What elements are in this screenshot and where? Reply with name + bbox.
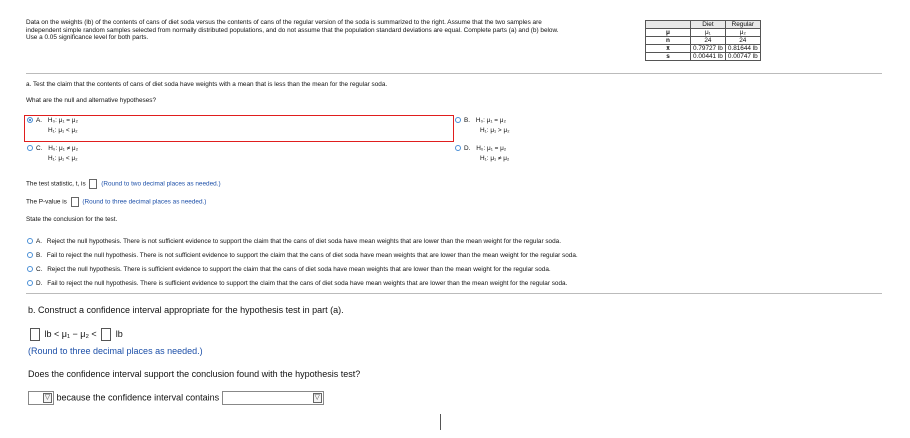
cell-diet-n: 24 bbox=[691, 37, 726, 45]
table-header-blank bbox=[646, 21, 691, 29]
hypothesis-option-a[interactable] bbox=[27, 116, 78, 125]
section-divider bbox=[26, 73, 882, 74]
test-statistic-line bbox=[26, 179, 221, 189]
option-h1: H₁: μ₁ < μ₂ bbox=[48, 155, 78, 162]
option-h1: H₁: μ₁ < μ₂ bbox=[48, 127, 78, 134]
pvalue-label: The P-value is bbox=[26, 198, 67, 206]
option-letter: A. bbox=[36, 117, 43, 124]
chevron-down-icon: ▽ bbox=[314, 394, 320, 401]
option-h1: H₁: μ₁ > μ₂ bbox=[480, 127, 510, 134]
table-row bbox=[646, 53, 761, 61]
problem-intro bbox=[26, 19, 636, 42]
interval-contains-dropdown[interactable] bbox=[222, 391, 324, 405]
option-letter: D. bbox=[464, 145, 471, 152]
option-h0: H₀: μ₁ ≠ μ₂ bbox=[48, 145, 79, 152]
intro-line-2: independent simple random samples selected from normally distributed populations, and do not assume that the population standard deviations are equal. Complete parts (a) and (b) below. bbox=[26, 26, 559, 34]
cell-regular-s: 0.00747 lb bbox=[725, 53, 760, 61]
selected-option-highlight bbox=[24, 115, 454, 142]
conclusion-option-a[interactable] bbox=[27, 237, 561, 246]
hypothesis-option-c[interactable] bbox=[27, 144, 78, 153]
row-label-xbar: x̄ bbox=[646, 45, 691, 53]
radio-conclusion-c[interactable] bbox=[27, 266, 33, 272]
support-answer-line bbox=[28, 391, 324, 405]
radio-a[interactable] bbox=[27, 117, 33, 123]
chevron-down-icon: ▽ bbox=[44, 394, 51, 401]
option-letter: D. bbox=[36, 280, 43, 287]
support-yes-no-dropdown[interactable] bbox=[28, 391, 54, 405]
cell-diet-xbar: 0.79727 lb bbox=[691, 45, 726, 53]
section-divider bbox=[26, 293, 882, 294]
option-letter: A. bbox=[36, 238, 43, 245]
table-row bbox=[646, 45, 761, 53]
table-header-row bbox=[646, 21, 761, 29]
radio-c[interactable] bbox=[27, 145, 33, 151]
conclusion-text: Reject the null hypothesis. There is not sufficient evidence to support the claim that the cans of diet soda have mean weights that are lower than the mean weight for the regular soda. bbox=[46, 238, 561, 245]
intro-line-3: Use a 0.05 significance level for both parts. bbox=[26, 34, 149, 42]
intro-line-1: Data on the weights (lb) of the contents of cans of diet soda versus the contents of cans of the regular version of the soda is summarized to the right. Assume that the two samples are bbox=[26, 19, 542, 26]
option-letter: C. bbox=[36, 145, 43, 152]
support-question: Does the confidence interval support the conclusion found with the hypothesis test? bbox=[28, 369, 361, 379]
summary-table bbox=[645, 20, 761, 61]
cell-diet-mu: μ₁ bbox=[691, 29, 726, 37]
test-statistic-label: The test statistic, t, is bbox=[26, 180, 86, 188]
option-h0: H₀: μ₁ = μ₂ bbox=[47, 117, 78, 124]
support-middle-text: because the confidence interval contains bbox=[56, 392, 220, 403]
hypotheses-question: What are the null and alternative hypotheses? bbox=[26, 97, 157, 104]
hypothesis-option-b[interactable] bbox=[455, 116, 506, 125]
cell-regular-xbar: 0.81644 lb bbox=[725, 45, 760, 53]
option-h0: H₀: μ₁ = μ₂ bbox=[476, 145, 507, 152]
radio-b[interactable] bbox=[455, 117, 461, 123]
option-letter: B. bbox=[36, 252, 43, 259]
row-label-n: n bbox=[646, 37, 691, 45]
conclusion-text: Fail to reject the null hypothesis. There is sufficient evidence to support the claim that the cans of diet soda have mean weights that are lower than the mean weight for the regular soda. bbox=[47, 280, 568, 287]
confidence-interval-line bbox=[28, 328, 123, 341]
cell-regular-n: 24 bbox=[725, 37, 760, 45]
ci-rounding-hint: (Round to three decimal places as needed.) bbox=[28, 346, 203, 356]
hypothesis-option-d[interactable] bbox=[455, 144, 506, 153]
table-row bbox=[646, 29, 761, 37]
row-label-s: s bbox=[646, 53, 691, 61]
conclusion-option-d[interactable] bbox=[27, 279, 567, 288]
pvalue-line bbox=[26, 197, 206, 207]
ci-lower-input[interactable] bbox=[30, 328, 40, 341]
table-header-diet: Diet bbox=[691, 21, 726, 29]
test-statistic-hint: (Round to two decimal places as needed.) bbox=[101, 180, 221, 188]
ci-unit-label: lb bbox=[115, 328, 123, 339]
option-h1: H₁: μ₁ ≠ μ₂ bbox=[480, 155, 510, 162]
conclusion-text: Reject the null hypothesis. There is sufficient evidence to support the claim that the cans of diet soda have mean weights that are lower than the mean weight for the regular soda. bbox=[47, 266, 551, 273]
text-cursor bbox=[440, 414, 441, 430]
radio-d[interactable] bbox=[455, 145, 461, 151]
row-label-mu: μ bbox=[646, 29, 691, 37]
ci-middle-label: lb < μ₁ − μ₂ < bbox=[44, 328, 97, 339]
ci-upper-input[interactable] bbox=[101, 328, 111, 341]
table-row bbox=[646, 37, 761, 45]
pvalue-input[interactable] bbox=[71, 197, 79, 207]
option-h0: H₀: μ₁ = μ₂ bbox=[475, 117, 506, 124]
test-statistic-input[interactable] bbox=[89, 179, 97, 189]
conclusion-option-b[interactable] bbox=[27, 251, 578, 260]
radio-conclusion-b[interactable] bbox=[27, 252, 33, 258]
conclusion-option-c[interactable] bbox=[27, 265, 551, 274]
table-header-regular: Regular bbox=[725, 21, 760, 29]
cell-regular-mu: μ₂ bbox=[725, 29, 760, 37]
option-letter: C. bbox=[36, 266, 43, 273]
part-b-heading: b. Construct a confidence interval appropriate for the hypothesis test in part (a). bbox=[28, 305, 344, 315]
conclusion-text: Fail to reject the null hypothesis. There is not sufficient evidence to support the claim that the cans of diet soda have mean weights that are lower than the mean weight for the regular soda. bbox=[46, 252, 578, 259]
cell-diet-s: 0.00441 lb bbox=[691, 53, 726, 61]
radio-conclusion-d[interactable] bbox=[27, 280, 33, 286]
pvalue-hint: (Round to three decimal places as needed.) bbox=[82, 198, 207, 206]
part-a-heading: a. Test the claim that the contents of cans of diet soda have weights with a mean that is less than the mean for the regular soda. bbox=[26, 81, 388, 88]
conclusion-prompt: State the conclusion for the test. bbox=[26, 216, 118, 223]
option-letter: B. bbox=[464, 117, 471, 124]
radio-conclusion-a[interactable] bbox=[27, 238, 33, 244]
